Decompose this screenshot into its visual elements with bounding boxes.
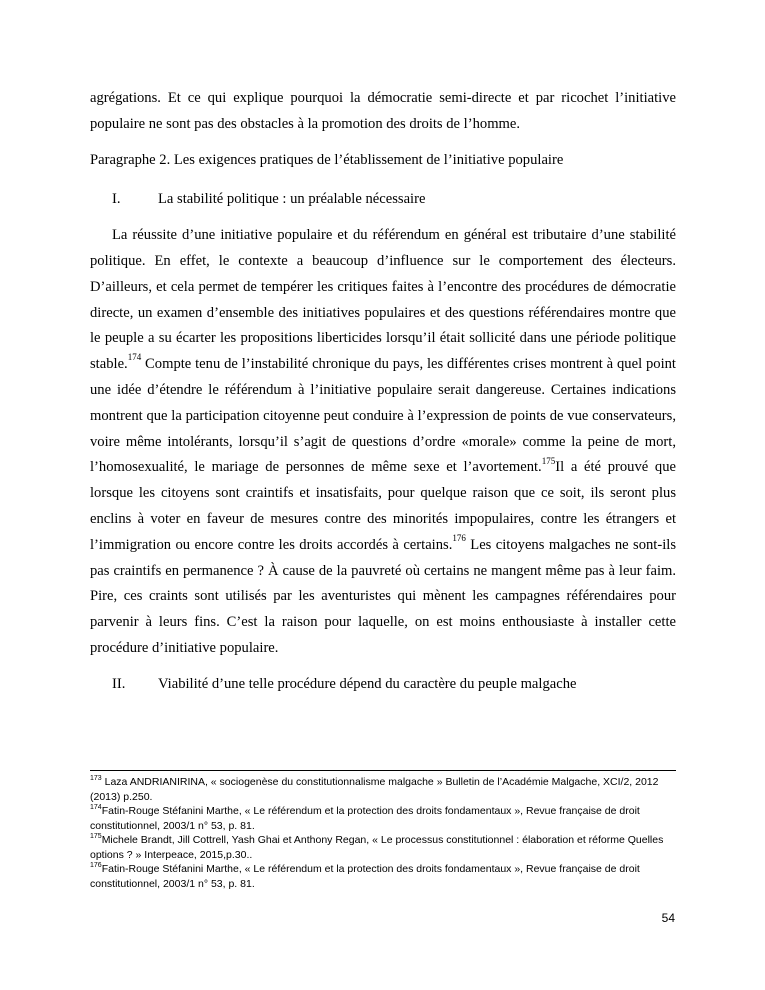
- paragraph-main: [90, 223, 676, 662]
- footnote-ref: 175: [541, 455, 556, 466]
- section-numeral: II.: [112, 675, 126, 692]
- section-title: La stabilité politique : un préalable nécessaire: [158, 191, 426, 208]
- footnote-text: Fatin-Rouge Stéfanini Marthe, « Le référendum et la protection des droits fondamentaux », Revue française de droit constitutionnel, 2003/1 n° 53, p. 81.: [90, 863, 640, 890]
- text-segment: Compte tenu de l’instabilité chronique du pays, les différentes crises montrent à quel point une idée d’étendre le référendum à l’initiative populaire serait dangereuse. Certaines indications montrent que la participation citoyenne peut conduire à l’expression de points de vue conservateurs, voire même intolérants, lorsqu’il s’agit de questions d’ordre «morale» comme la peine de mort, l’homosexualité, le mariage de personnes de même sexe et l’avortement.: [90, 356, 676, 476]
- text-segment: La réussite d’une initiative populaire et du référendum en général est tributaire d’une stabilité politique. En effet, le contexte a beaucoup d’influence sur le comportement des électeurs. D’ailleurs, et cela permet de tempérer les critiques faites à l’encontre des procédures de démocratie directe, un examen d’ensemble des initiatives populaires et des questions référendaires montre que le peuple a su écarter les propositions liberticides lorsqu’il était sollicité dans une période politique stable.: [90, 227, 676, 373]
- footnote-ref: 176: [452, 532, 466, 543]
- footnote-number: 176: [90, 861, 102, 869]
- footnotes: [90, 775, 676, 891]
- section-heading-2: [90, 672, 676, 698]
- section-title: Viabilité d’une telle procédure dépend du caractère du peuple malgache: [158, 675, 577, 692]
- page-body: [90, 86, 676, 698]
- footnote-ref: 174: [127, 352, 142, 363]
- footnote-text: Laza ANDRIANIRINA, « sociogenèse du constitutionnalisme malgache » Bulletin de l’Académie Malgache, XCI/2, 2012 (2013) p.250.: [90, 776, 659, 803]
- page-number: 54: [661, 911, 675, 925]
- paragraph-heading: Paragraphe 2. Les exigences pratiques de l’établissement de l’initiative populaire: [90, 151, 564, 168]
- text-segment: Les citoyens malgaches ne sont-ils pas craintifs en permanence ? À cause de la pauvreté où certains ne mangent même pas à leur faim. Pire, ces craints sont utilisés par les aventuristes qui mènent les campagnes référendaires pour parvenir à leurs fins. C’est la raison pour laquelle, on est moins enthousiaste à installer cette procédure d’initiative populaire.: [90, 536, 676, 656]
- footnote: [90, 775, 676, 804]
- footnote: [90, 862, 676, 891]
- footnote-separator: [90, 770, 676, 771]
- footnote-number: 175: [90, 832, 102, 840]
- footnote-text: Michele Brandt, Jill Cottrell, Yash Ghai et Anthony Regan, « Le processus constitutionnel : élaboration et réforme Quelles options ? » Interpeace, 2015,p.30..: [90, 834, 664, 861]
- footnote-text: Fatin-Rouge Stéfanini Marthe, « Le référendum et la protection des droits fondamentaux », Revue française de droit constitutionnel, 2003/1 n° 53, p. 81.: [90, 805, 640, 832]
- text-segment: Il a été prouvé que lorsque les citoyens sont craintifs et insatisfaits, pour quelque raison que ce soit, ils seront plus enclins à voter en faveur de mesures contre des minorités impopulaires, contre les étrangers et l’immigration ou encore contre les droits accordés à certains.: [90, 459, 677, 553]
- footnote: [90, 833, 676, 862]
- footnote-number: 174: [90, 803, 102, 811]
- paragraph-intro: agrégations. Et ce qui explique pourquoi la démocratie semi-directe et par ricochet l’initiative populaire ne sont pas des obstacles à la promotion des droits de l’homme.: [90, 90, 676, 132]
- footnote-number: 173: [90, 774, 102, 782]
- footnote: [90, 804, 676, 833]
- section-numeral: I.: [112, 191, 121, 208]
- section-heading-1: [90, 187, 676, 213]
